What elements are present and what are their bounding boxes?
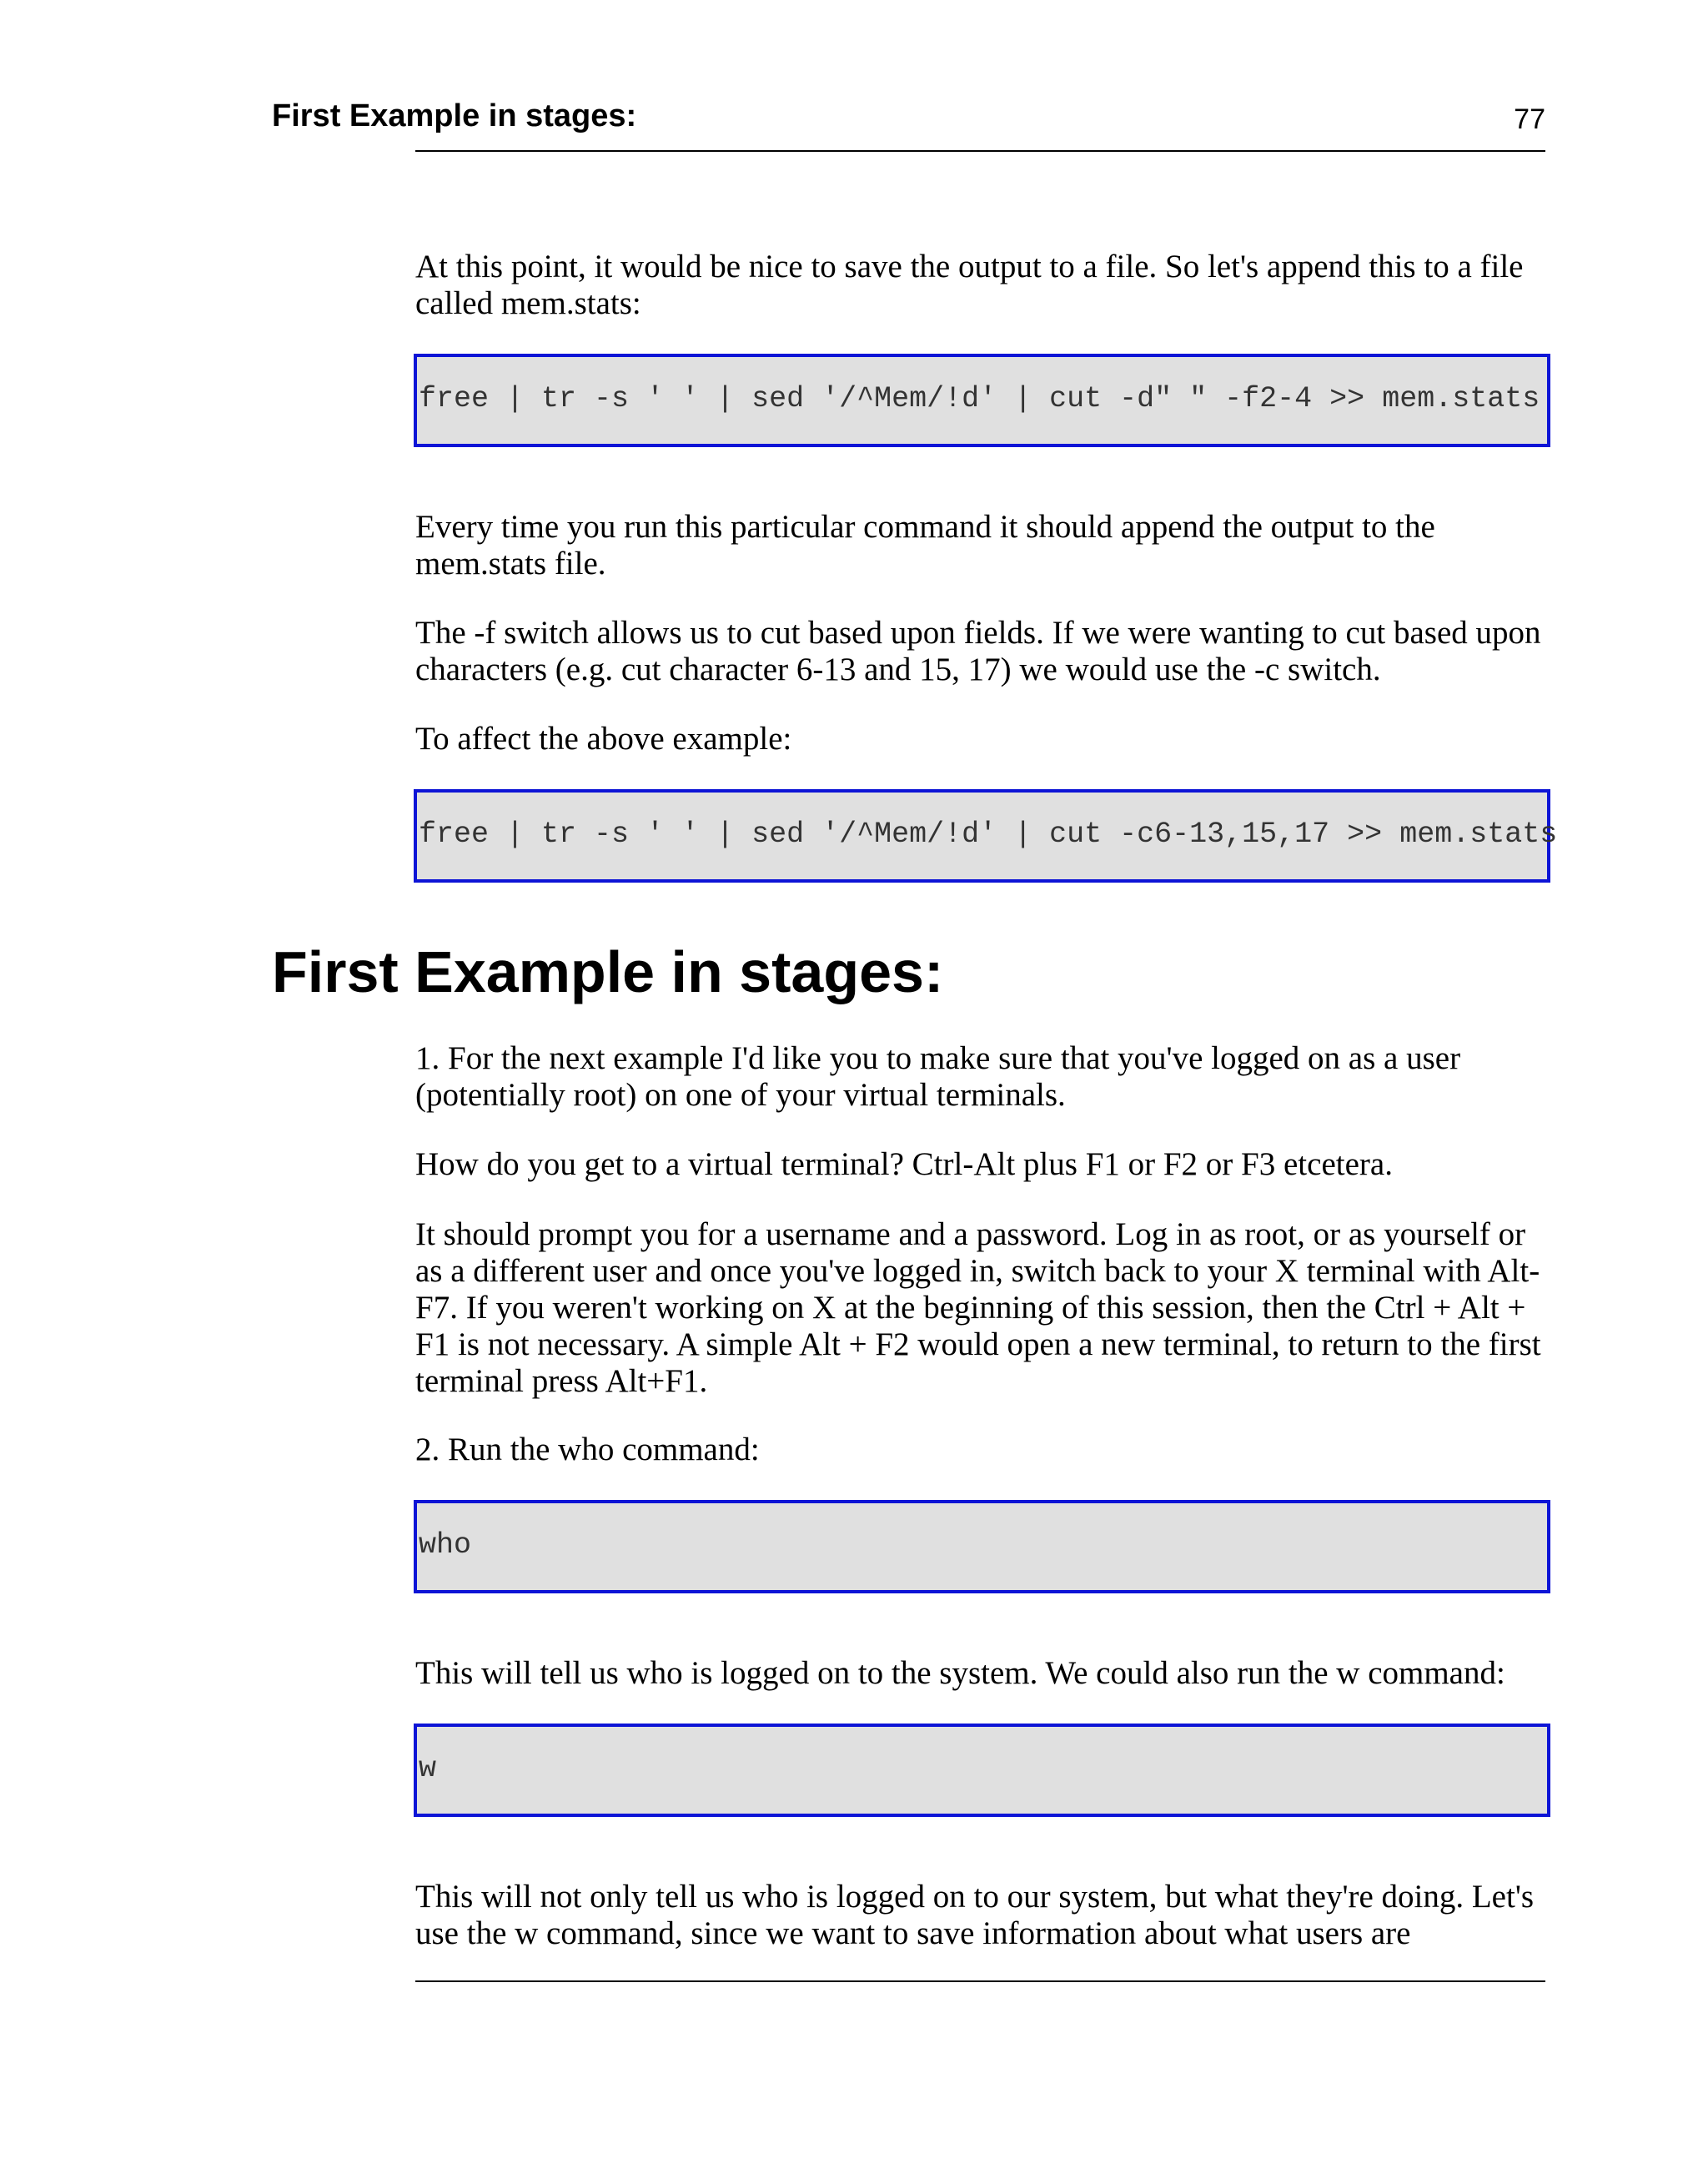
code-text: free | tr -s ' ' | sed '/^Mem/!d' | cut -c6-13,15,17 >> mem.stats	[419, 818, 1558, 851]
footer-rule	[415, 1980, 1545, 1982]
running-header-title: First Example in stages:	[272, 98, 637, 133]
code-text: who	[419, 1528, 472, 1562]
paragraph-step-two: 2. Run the who command:	[415, 1432, 760, 1467]
code-block-cut-characters	[414, 789, 1558, 883]
paragraph-login-instructions: It should prompt you for a username and a password. Log in as root, or as yourself or as a different user and once you've logged in, switch back to your X terminal with Alt-F7. If you weren't working on X at the beginning of this session, then the Ctrl + Alt + F1 is not necessary. A simple Alt + F2 would open a new terminal, to return to the first terminal press Alt+F1.	[415, 1216, 1541, 1399]
code-block-cut-fields	[414, 354, 1550, 447]
code-text: free | tr -s ' ' | sed '/^Mem/!d' | cut -d" " -f2-4 >> mem.stats	[419, 382, 1540, 415]
paragraph-append-explanation: Every time you run this particular command it should append the output to the mem.stats file.	[415, 509, 1435, 581]
paragraph-save-output: At this point, it would be nice to save the output to a file. So let's append this to a file called mem.stats:	[415, 249, 1524, 321]
code-block-who	[414, 1500, 1550, 1593]
page-number: 77	[1514, 103, 1545, 135]
paragraph-virtual-terminal: How do you get to a virtual terminal? Ctrl-Alt plus F1 or F2 or F3 etcetera.	[415, 1146, 1393, 1182]
code-text: w	[419, 1752, 437, 1785]
paragraph-who-explanation: This will tell us who is logged on to the system. We could also run the w command:	[415, 1655, 1505, 1691]
paragraph-w-explanation: This will not only tell us who is logged on to our system, but what they're doing. Let's use the w command, since we want to save information about what users are	[415, 1879, 1535, 1951]
paragraph-step-one: 1. For the next example I'd like you to make sure that you've logged on as a user (potentially root) on one of your virtual terminals.	[415, 1040, 1461, 1113]
header-rule	[415, 150, 1545, 152]
section-heading: First Example in stages:	[272, 939, 944, 1004]
paragraph-affect-example: To affect the above example:	[415, 721, 792, 757]
code-block-w	[414, 1724, 1550, 1817]
paragraph-f-switch: The -f switch allows us to cut based upon fields. If we were wanting to cut based upon characters (e.g. cut character 6-13 and 15, 17) we would use the -c switch.	[415, 615, 1541, 687]
